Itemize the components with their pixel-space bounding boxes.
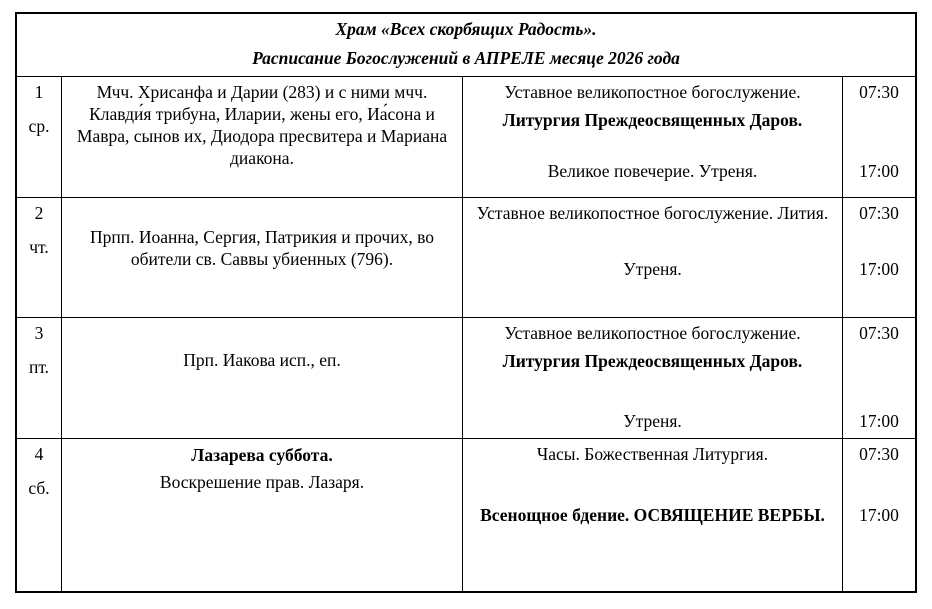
commemoration-text: Прпп. Иоанна, Сергия, Патрикия и прочих, во обители св. Саввы убиенных (796). [90, 227, 434, 269]
day-abbreviation: ср. [28, 116, 50, 136]
time-cell [843, 77, 915, 197]
commemoration-text: Лазарева суббота. [191, 445, 333, 465]
date-number: 3 [34, 323, 44, 343]
table-row [17, 77, 915, 198]
morning-time: 07:30 [859, 444, 899, 464]
date-cell [17, 318, 62, 438]
morning-service: Часы. Божественная Литургия. [536, 444, 769, 464]
evening-time: 17:00 [859, 259, 899, 279]
evening-service: Утреня. [623, 259, 682, 279]
commemoration-cell [62, 439, 463, 591]
time-cell [843, 439, 915, 591]
evening-time: 17:00 [859, 161, 899, 181]
date-number: 2 [34, 203, 44, 223]
morning-service: Уставное великопостное богослужение. Лития. [476, 203, 829, 223]
morning-service: Уставное великопостное богослужение. [504, 323, 801, 343]
date-number: 1 [34, 82, 44, 102]
commemoration-text: Мчч. Хрисанфа и Дарии (283) и с ними мчч. Клавди́я трибуна, Иларии, жены его, Иа́сона и Мавра, сынов их, Диодора пресвитера и Мариана диакона. [76, 82, 448, 168]
service-schedule-table [15, 12, 917, 593]
table-row [17, 439, 915, 591]
table-header [17, 14, 915, 77]
morning-time: 07:30 [859, 323, 899, 343]
evening-service: Утреня. [623, 411, 682, 431]
date-cell [17, 77, 62, 197]
morning-time: 07:30 [859, 203, 899, 223]
morning-service: Уставное великопостное богослужение. [504, 82, 801, 102]
morning-service-2: Литургия Преждеосвященных Даров. [502, 110, 803, 130]
services-cell [463, 77, 843, 197]
evening-service: Великое повечерие. Утреня. [547, 161, 758, 181]
morning-service-2: Литургия Преждеосвященных Даров. [502, 351, 803, 371]
services-cell [463, 439, 843, 591]
services-cell [463, 318, 843, 438]
day-abbreviation: пт. [28, 357, 50, 377]
time-cell [843, 198, 915, 317]
commemoration-text: Прп. Иакова исп., еп. [183, 350, 341, 370]
commemoration-cell [62, 318, 463, 438]
evening-service: Всенощное бдение. ОСВЯЩЕНИЕ ВЕРБЫ. [480, 505, 825, 525]
schedule-subtitle: Расписание Богослужений в АПРЕЛЕ месяце 2026 года [252, 48, 680, 68]
date-cell [17, 198, 62, 317]
date-number: 4 [34, 444, 44, 464]
day-abbreviation: чт. [29, 237, 49, 257]
commemoration-text-2: Воскрешение прав. Лазаря. [159, 472, 365, 492]
table-row [17, 318, 915, 439]
commemoration-cell [62, 77, 463, 197]
day-abbreviation: сб. [28, 478, 50, 498]
time-cell [843, 318, 915, 438]
evening-time: 17:00 [859, 411, 899, 431]
church-title: Храм «Всех скорбящих Радость». [335, 19, 597, 39]
morning-time: 07:30 [859, 82, 899, 102]
table-row [17, 198, 915, 318]
services-cell [463, 198, 843, 317]
date-cell [17, 439, 62, 591]
commemoration-cell [62, 198, 463, 317]
evening-time: 17:00 [859, 505, 899, 525]
